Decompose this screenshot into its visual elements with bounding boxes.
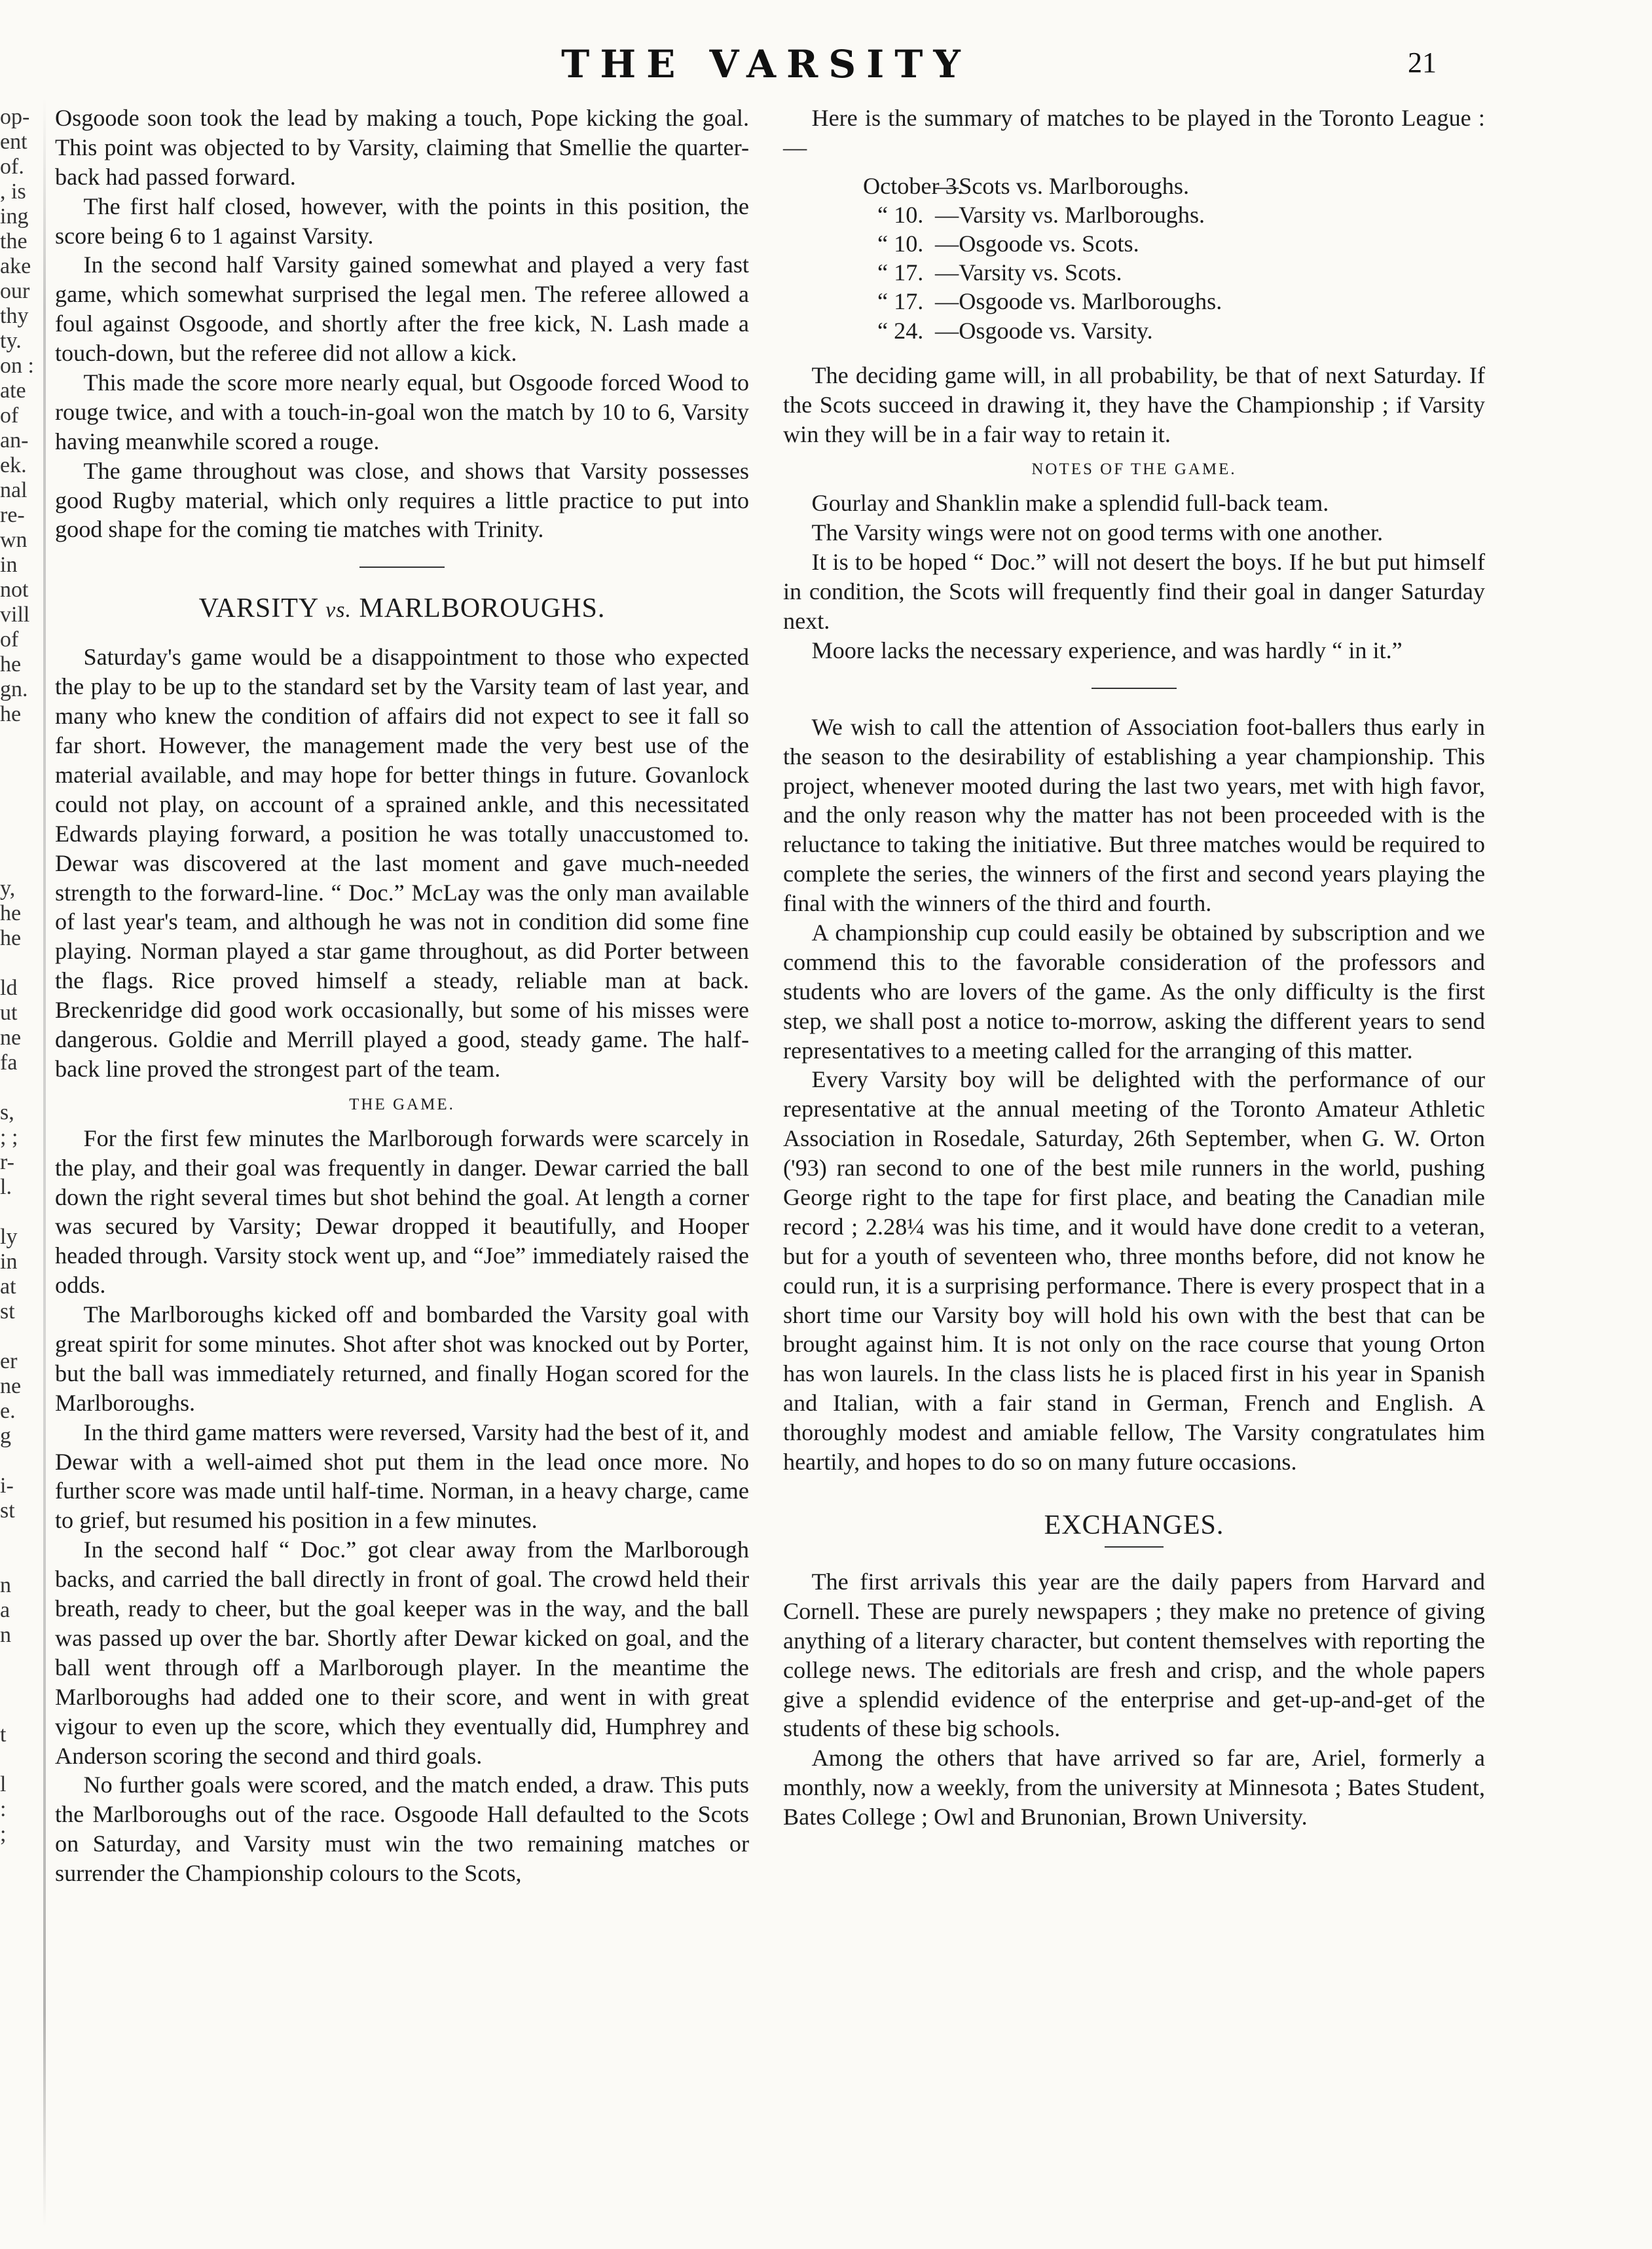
note: The Varsity wings were not on good terms with one another. <box>811 519 1384 546</box>
note: Moore lacks the necessary experience, and was hardly “ in it.” <box>811 637 1403 663</box>
paragraph: No further goals were scored, and the match ended, a draw. This puts the Marlboroughs out of the race. Osgoode Hall defaulted to the Scots on Saturday, and Varsity must win the two remaining matches or surrender the Championship colours to the Scots, <box>55 1772 749 1887</box>
edge-fragment: in <box>0 1250 18 1274</box>
edge-fragment: on : <box>0 354 34 378</box>
edge-fragment: st <box>0 1299 15 1324</box>
edge-fragment: ing <box>0 204 29 229</box>
edge-fragment: of <box>0 403 19 428</box>
edge-fragment: of <box>0 627 19 652</box>
subsection-heading: NOTES OF THE GAME. <box>1031 460 1237 479</box>
edge-fragment: the <box>0 229 28 253</box>
schedule-row <box>783 200 1485 229</box>
edge-fragment: ; <box>0 1822 7 1846</box>
schedule-match: —Varsity vs. Marlboroughs. <box>935 201 1205 228</box>
page-number: 21 <box>1408 46 1437 79</box>
schedule-match: —Osgoode vs. Varsity. <box>935 317 1153 344</box>
edge-fragment: er <box>0 1349 18 1373</box>
schedule-row <box>783 287 1485 316</box>
edge-fragment: nal <box>0 478 28 502</box>
paragraph: A championship cup could easily be obtained by subscription and we commend this to the favorable consideration of the professors and students who are lovers of the game. As the only difficulty is the first step, we shall post a notice to-morrow, asking the different years to send representatives to a meeting called for the arranging of this matter. <box>783 919 1485 1064</box>
page-gutter <box>43 98 46 2227</box>
edge-fragment: n <box>0 1623 11 1647</box>
heading-word: VARSITY <box>198 593 318 624</box>
paragraph: The first half closed, however, with the points in this position, the score being 6 to 1 against Varsity. <box>55 193 749 249</box>
edge-fragment: re- <box>0 503 25 527</box>
section-heading: EXCHANGES. <box>1044 1510 1224 1540</box>
schedule-match: —Osgoode vs. Marlboroughs. <box>935 288 1222 315</box>
schedule-date: “ 17. <box>877 259 924 286</box>
edge-fragment: not <box>0 578 29 602</box>
edge-fragment: he <box>0 901 22 925</box>
edge-fragment: a <box>0 1598 10 1622</box>
edge-fragment: he <box>0 702 22 726</box>
edge-fragment: ut <box>0 1001 18 1025</box>
paragraph: This made the score more nearly equal, but Osgoode forced Wood to rouge twice, and with a touch-in-goal won the match by 10 to 6, Varsity having meanwhile scored a rouge. <box>55 369 749 455</box>
schedule-date: “ 10. <box>877 201 924 228</box>
paragraph: In the second half “ Doc.” got clear away from the Marlborough backs, and carried the ball directly in front of goal. The crowd held their breath, ready to cheer, but the goal keeper was in the way, and the ball was passed up over the bar. Shortly after Dewar kicked on goal, and the ball went through off a Marlborough player. In the meantime the Marlboroughs had added one to their score, and went in with great vigour to even up the score, which they eventually did, Humphrey and Anderson scoring the second and third goals. <box>55 1536 749 1769</box>
paragraph: In the third game matters were reversed, Varsity had the best of it, and Dewar with a well-aimed shot put them in the lead once more. No further score was made until half-time. Norman, in a heavy charge, came to grief, but resumed his position in a few minutes. <box>55 1419 749 1534</box>
masthead: THE VARSITY <box>561 42 971 86</box>
edge-fragment: ent <box>0 130 28 154</box>
edge-fragment: ne <box>0 1026 22 1050</box>
schedule-date: “ 24. <box>877 317 924 344</box>
schedule-date: “ 10. <box>877 231 924 257</box>
edge-fragment: an- <box>0 428 29 453</box>
note: Gourlay and Shanklin make a splendid full-back team. <box>811 490 1329 517</box>
paragraph: The first arrivals this year are the daily papers from Harvard and Cornell. These are purely newspapers ; they make no pretence of giving anything of a literary character, but content themselves with reporting the college news. The editorials are fresh and crisp, and the whole papers give a splendid evidence of the enterprise and get-up-and-get of the students of these big schools. <box>783 1568 1485 1742</box>
note: It is to be hoped “ Doc.” will not desert the boys. If he but put himself in condition, the Scots will frequently find their goal in danger Saturday next. <box>783 549 1485 634</box>
edge-fragment: ate <box>0 379 26 403</box>
schedule-row <box>783 316 1485 345</box>
schedule-row <box>783 172 1485 200</box>
edge-fragment: thy <box>0 304 29 328</box>
edge-fragment: of. <box>0 155 24 179</box>
heading-word: MARLBOROUGHS. <box>359 593 606 624</box>
paragraph: Osgoode soon took the lead by making a touch, Pope kicking the goal. This point was objected to by Varsity, claiming that Smellie the quarter-back had passed forward. <box>55 105 749 190</box>
edge-fragment: e. <box>0 1399 16 1423</box>
edge-fragment: gn. <box>0 677 28 701</box>
edge-fragment: fa <box>0 1050 18 1075</box>
schedule-match: —Osgoode vs. Scots. <box>935 231 1139 257</box>
edge-fragment: l <box>0 1772 7 1796</box>
edge-fragment: in <box>0 553 18 577</box>
section-heading <box>55 591 749 625</box>
edge-fragment: ake <box>0 254 31 278</box>
edge-fragment: ly <box>0 1225 18 1249</box>
edge-fragment: st <box>0 1498 15 1523</box>
edge-fragment: our <box>0 279 30 303</box>
paragraph: Here is the summary of matches to be played in the Toronto League :— <box>783 105 1485 160</box>
edge-fragment: ne <box>0 1374 22 1398</box>
edge-fragment: wn <box>0 528 28 552</box>
edge-fragment: : <box>0 1797 7 1821</box>
paragraph: Every Varsity boy will be delighted with the performance of our representative at the annual meeting of the Toronto Amateur Athletic Association in Rosedale, Saturday, 26th September, when G. W. Orton ('93) ran second to one of the best mile runners in the world, pushing George right to the tape for first place, and beating the Canadian mile record ; 2.28¼ was his time, and it would have done credit to a veteran, but for a youth of seventeen who, three months before, did not know he could run, it is a surprising performance. There is every prospect that in a short time our Varsity boy will hold his own with the best that can be brought against him. It is not only on the race course that young Orton has won laurels. In the class lists he is placed first in his year in Spanish and Italian, with a fair stand in German, French and English. A thoroughly modest and amiable fellow, The Varsity congratulates him heartily, and hopes to do so on many future occasions. <box>783 1066 1485 1475</box>
edge-fragment: at <box>0 1274 16 1299</box>
edge-fragment: vill <box>0 603 30 627</box>
right-column <box>783 103 1485 1832</box>
schedule-date: “ 17. <box>877 288 924 315</box>
paragraph: Saturday's game would be a disappointment to those who expected the play to be up to the standard set by the Varsity team of last year, and many who knew the condition of affairs did not expect to see it fall so far short. However, the management made the very best use of the material available, and may hope for better things in future. Govanlock could not play, on account of a sprained ankle, and this necessitated Edwards playing forward, a position he was totally unaccustomed to. Dewar was discovered at the last moment and gave much-needed strength to the forward-line. “ Doc.” McLay was the only man available of last year's team, and although he was not in condition did some fine playing. Norman played a star game throughout, as did Porter between the flags. Rice proved himself a steady, reliable man at back. Breckenridge did good work occasionally, but some of his misses were dangerous. Goldie and Merrill played a good, steady game. The half-back line proved the strongest part of the team. <box>55 644 749 1082</box>
edge-fragment: g <box>0 1424 11 1448</box>
schedule-match: —Varsity vs. Scots. <box>935 259 1122 286</box>
edge-fragment: n <box>0 1573 11 1597</box>
subsection-heading: THE GAME. <box>349 1095 455 1113</box>
edge-fragment: ld <box>0 976 18 1000</box>
edge-fragment: l. <box>0 1175 12 1199</box>
section-rule <box>359 567 445 568</box>
schedule-match: —Scots vs. Marlboroughs. <box>935 172 1190 199</box>
section-rule <box>1092 688 1177 689</box>
edge-fragment: ek. <box>0 453 27 477</box>
paragraph: In the second half Varsity gained somewhat and played a very fast game, which somewhat surprised the legal men. The referee allowed a foul against Osgoode, and shortly after the free kick, N. Lash made a touch-down, but the referee did not allow a kick. <box>55 251 749 367</box>
edge-fragment: ty. <box>0 329 22 353</box>
edge-fragment: he <box>0 926 22 950</box>
schedule-row <box>783 229 1485 258</box>
edge-fragment: ; ; <box>0 1125 18 1149</box>
paragraph: We wish to call the attention of Association foot-ballers thus early in the season to the desirability of establishing a year championship. This project, whenever mooted during the last two years, met with high favor, and the only reason why the matter has not been proceeded with is the reluctance to taking the initiative. But three matches would be required to complete the series, the winners of the first and second years playing the final with the winners of the third and fourth. <box>783 713 1485 917</box>
schedule-date: October 3. <box>863 172 963 199</box>
edge-fragment: r- <box>0 1150 14 1174</box>
paragraph: Among the others that have arrived so far are, Ariel, formerly a monthly, now a weekly, from the university at Minnesota ; Bates Student, Bates College ; Owl and Brunonian, Brown University. <box>783 1745 1485 1831</box>
paragraph: The deciding game will, in all probability, be that of next Saturday. If the Scots succeed in drawing it, they have the Championship ; if Varsity win they will be in a fair way to retain it. <box>783 362 1485 447</box>
edge-fragment: he <box>0 652 22 677</box>
section-rule <box>1105 1546 1164 1548</box>
edge-fragment: s, <box>0 1100 14 1124</box>
paragraph: The Marlboroughs kicked off and bombarded the Varsity goal with great spirit for some minutes. Shot after shot was knocked out by Porter, but the ball was immediately returned, and finally Hogan scored for the Marlboroughs. <box>55 1301 749 1416</box>
edge-fragment: , is <box>0 179 26 204</box>
heading-vs: vs. <box>325 598 352 623</box>
paragraph: For the first few minutes the Marlborough forwards were scarcely in the play, and their goal was frequently in danger. Dewar carried the ball down the right several times but shot behind the goal. At length a corner was secured by Varsity; Dewar dropped it beautifully, and Hooper headed through. Varsity stock went up, and “Joe” immediately raised the odds. <box>55 1124 749 1299</box>
schedule-row <box>783 258 1485 287</box>
edge-fragment: t <box>0 1722 7 1747</box>
left-column <box>55 103 749 1888</box>
edge-fragment: i- <box>0 1474 14 1498</box>
paragraph: The game throughout was close, and shows that Varsity possesses good Rugby material, which only requires a little practice to put into good shape for the coming tie matches with Trinity. <box>55 457 749 543</box>
edge-fragment: op- <box>0 105 30 129</box>
match-schedule <box>783 172 1485 345</box>
edge-fragment: y, <box>0 876 16 901</box>
